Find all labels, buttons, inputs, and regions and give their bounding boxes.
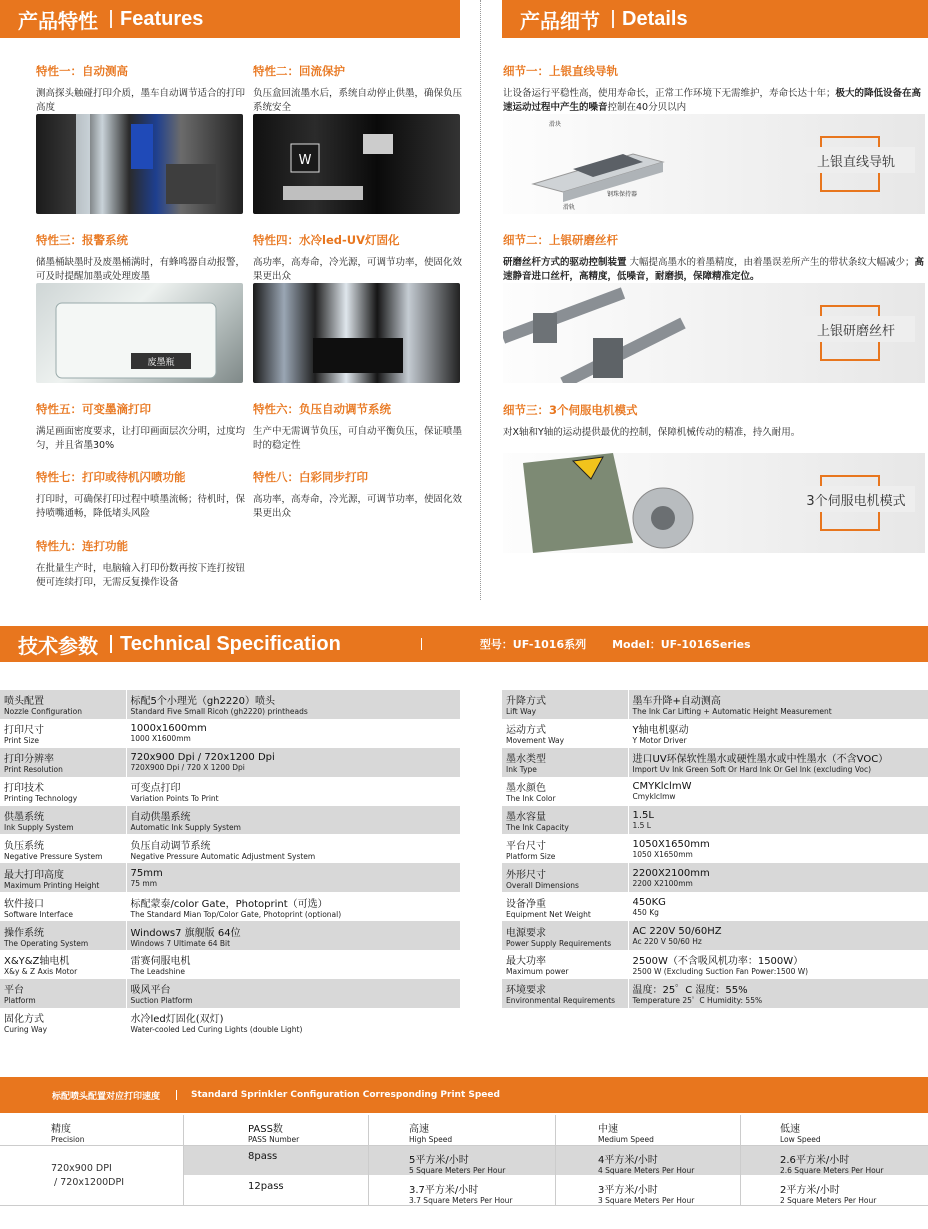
feature-title: 特性一：自动测高 (36, 64, 128, 78)
speed-row-12pass-low: 2平方米/小时 2 Square Meters Per Hour (780, 1185, 877, 1205)
uv-lamp-photo (253, 283, 460, 383)
spec-value: 720x900 Dpi / 720x1200 Dpi 720X900 Dpi / 720 X 1200 Dpi (126, 748, 460, 777)
header-separator (612, 10, 614, 28)
features-header (0, 0, 460, 38)
spec-value: 1050X1650mm 1050 X1650mm (628, 834, 928, 863)
feature-title: 特性五：可变墨滴打印 (36, 402, 151, 416)
details-header (502, 0, 928, 38)
spec-value: 温度：25゜C 湿度：55% Temperature 25゜C Humidity: 55% (628, 979, 928, 1008)
feature-8 (253, 469, 463, 521)
spec-key: 操作系统 The Operating System (0, 921, 126, 950)
lamp-illustration (253, 283, 460, 383)
feature-desc: 负压盒回流墨水后，系统自动停止供墨，确保负压系统安全 (253, 88, 463, 113)
feature-5 (36, 401, 246, 453)
feature-7 (36, 469, 246, 521)
spec-row (502, 719, 928, 748)
detail-title: 细节三：3个伺服电机模式 (503, 403, 638, 417)
model-cn: 型号：UF-1016系列 (479, 638, 587, 651)
spec-key: 墨水颜色 The Ink Color (506, 783, 556, 804)
spec-value: 负压自动调节系统 Negative Pressure Automatic Adjustment System (126, 834, 460, 863)
spec-key: 负压系统 Negative Pressure System (4, 840, 103, 861)
detail-2 (503, 232, 925, 284)
speed-col-pass: PASS数 PASS Number (248, 1124, 300, 1144)
spec-row (0, 806, 460, 835)
column-divider (480, 0, 481, 600)
speed-col-low: 低速 Low Speed (780, 1124, 821, 1144)
speed-row-12pass-mid: 3平方米/小时 3 Square Meters Per Hour (598, 1185, 695, 1205)
spec-value: 墨车升降+自动测高 The Ink Car Lifting + Automatic Height Measurement (628, 690, 928, 719)
spec-key: 平台 Platform (0, 979, 126, 1008)
speed-row-8pass-pass: 8pass (248, 1151, 278, 1162)
details-header-en: Details (622, 7, 688, 30)
speed-row-12pass-high: 3.7平方米/小时 3.7 Square Meters Per Hour (409, 1185, 513, 1205)
speed-header-en: Standard Sprinkler Configuration Corresponding Print Speed (191, 1090, 500, 1100)
spec-row (0, 979, 460, 1008)
spec-key: 打印尺寸 Print Size (4, 725, 44, 746)
feature-title: 特性七：打印或待机闪喷功能 (36, 470, 186, 484)
feature-title: 特性二：回流保护 (253, 64, 345, 78)
spec-value: 1000x1600mm 1000 X1600mm (126, 719, 460, 748)
svg-text:滑块: 滑块 (549, 121, 562, 128)
spec-value: 可变点打印 Variation Points To Print (126, 777, 460, 806)
spec-row (0, 1008, 460, 1037)
spec-row (502, 806, 928, 835)
spec-row (502, 863, 928, 892)
spec-value: 1.5L 1.5 L (628, 806, 928, 835)
feature-title: 特性四：水冷led-UV灯固化 (253, 233, 400, 247)
detail-1-label: 上银直线导轨 (797, 147, 915, 173)
detail-1 (503, 63, 925, 115)
spec-value: 标配5个小理光（gh2220）喷头 Standard Five Small Ricoh (gh2220) printheads (126, 690, 460, 719)
spec-key: 运动方式 Movement Way (506, 725, 565, 746)
spec-row (502, 921, 928, 950)
feature-desc: 在批量生产时，电脑输入打印份数再按下连打按钮便可连续打印，无需反复操作设备 (36, 563, 246, 588)
spec-key: 打印分辨率 Print Resolution (0, 748, 126, 777)
spec-value: CMYKlclmW Cmyklclmw (628, 777, 928, 806)
spec-key: 设备净重 Equipment Net Weight (506, 898, 591, 919)
col-divider (368, 1115, 369, 1205)
spec-row (0, 863, 460, 892)
detail-desc: 研磨丝杆方式的驱动控制装置 大幅提高墨水的着墨精度，由着墨误差所产生的带状条纹大幅减少；高速静音进口丝杆，高精度，低噪音，耐磨损，保障精准定位。 (503, 257, 925, 282)
spec-value: Windows7 旗舰版 64位 Windows 7 Ultimate 64 Bit (126, 921, 460, 950)
spec-value: 自动供墨系统 Automatic Ink Supply System (126, 806, 460, 835)
sensor-illustration (36, 114, 243, 214)
spec-value: 标配蒙泰/color Gate，Photoprint（可选） The Standard Mian Top/Color Gate, Photoprint (optional) (126, 892, 460, 921)
features-header-en: Features (120, 7, 204, 30)
spec-key: 软件接口 Software Interface (4, 898, 74, 919)
detail-title: 细节一：上银直线导轨 (503, 64, 618, 78)
spec-row (502, 979, 928, 1008)
spec-value: 2200X2100mm 2200 X2100mm (628, 863, 928, 892)
spec-key: 固化方式 Curing Way (4, 1014, 48, 1035)
spec-row (0, 834, 460, 863)
col-divider (555, 1115, 556, 1205)
svg-text:W: W (298, 153, 312, 168)
spec-row (502, 892, 928, 921)
spec-table-left (0, 690, 460, 1037)
servo-motor-illustration (503, 453, 763, 553)
detail-desc: 对X轴和Y轴的运动提供最优的控制，保障机械传动的精准，持久耐用。 (503, 427, 801, 438)
spec-row (0, 748, 460, 777)
spec-value: 450KG 450 Kg (628, 892, 928, 921)
header-separator (110, 10, 112, 28)
spec-key: 墨水类型 Ink Type (502, 748, 628, 777)
feature-2 (253, 63, 463, 115)
linear-guide-image (503, 114, 925, 214)
row-divider (0, 1205, 928, 1206)
spec-row (0, 690, 460, 719)
spec-key: 环境要求 Environmental Requirements (502, 979, 628, 1008)
svg-text:废墨瓶: 废墨瓶 (147, 358, 175, 368)
feature-6 (253, 401, 463, 453)
spec-key: 打印技术 Printing Technology (4, 783, 78, 804)
spec-row (502, 748, 928, 777)
spec-row (0, 950, 460, 979)
speed-header (0, 1077, 928, 1113)
feature-desc: 生产中无需调节负压，可自动平衡负压，保证喷墨时的稳定性 (253, 426, 463, 451)
speed-row-8pass-low: 2.6平方米/小时 2.6 Square Meters Per Hour (780, 1155, 884, 1175)
speed-col-mid: 中速 Medium Speed (598, 1124, 654, 1144)
feature-title: 特性六：负压自动调节系统 (253, 402, 391, 416)
header-separator (176, 1090, 177, 1100)
auto-height-photo (36, 114, 243, 214)
svg-text:钢珠保持器: 钢珠保持器 (607, 191, 638, 198)
spec-row (0, 921, 460, 950)
speed-col-high: 高速 High Speed (409, 1124, 453, 1144)
col-divider (183, 1115, 184, 1205)
spec-row (502, 950, 928, 979)
feature-desc: 打印时，可确保打印过程中喷墨流畅；待机时，保持喷嘴通畅，降低堵头风险 (36, 494, 246, 519)
spec-row (0, 777, 460, 806)
speed-row-8pass-high: 5平方米/小时 5 Square Meters Per Hour (409, 1155, 506, 1175)
spec-row (502, 690, 928, 719)
spec-key: 电源要求 Power Supply Requirements (502, 921, 628, 950)
spec-key: 最大功率 Maximum power (506, 956, 569, 977)
spec-key: 升降方式 Lift Way (502, 690, 628, 719)
speed-col-precision: 精度 Precision (51, 1124, 85, 1144)
spec-key: X&Y&Z轴电机 X&y & Z Axis Motor (4, 956, 78, 977)
spec-table-right (502, 690, 928, 1008)
features-header-cn: 产品特性 (18, 8, 98, 33)
spec-row (502, 777, 928, 806)
backflow-photo (253, 114, 460, 214)
feature-desc: 满足画面密度要求，让打印画面层次分明，过度均匀，并且省墨30% (36, 426, 246, 451)
header-separator (421, 638, 422, 650)
feature-desc: 高功率，高寿命，冷光源，可调节功率，使固化效果更出众 (253, 257, 463, 282)
model-en: Model：UF-1016Series (612, 638, 751, 651)
spec-value: 吸风平台 Suction Platform (126, 979, 460, 1008)
speed-row-12pass-pass: 12pass (248, 1181, 284, 1192)
speed-row-8pass-mid: 4平方米/小时 4 Square Meters Per Hour (598, 1155, 695, 1175)
detail-3 (503, 402, 925, 440)
spec-value: 2500W（不含吸风机功率：1500W） 2500 W (Excluding Suction Fan Power:1500 W) (628, 950, 928, 979)
feature-9 (36, 538, 246, 590)
col-divider (740, 1115, 741, 1205)
speed-header-cn: 标配喷头配置对应打印速度 (52, 1091, 161, 1102)
feature-title: 特性三：报警系统 (36, 233, 128, 247)
linear-guide-illustration (503, 114, 803, 214)
alarm-photo (36, 283, 243, 383)
feature-desc: 测高探头触碰打印介质，墨车自动调节适合的打印高度 (36, 88, 246, 113)
spec-value: AC 220V 50/60HZ Ac 220 V 50/60 Hz (628, 921, 928, 950)
servo-motor-image (503, 453, 925, 553)
spec-key: 最大打印高度 Maximum Printing Height (0, 863, 126, 892)
details-header-cn: 产品细节 (520, 8, 600, 33)
detail-3-label: 3个伺服电机模式 (797, 486, 915, 512)
feature-1 (36, 63, 246, 115)
spec-value: Y轴电机驱动 Y Motor Driver (628, 719, 928, 748)
feature-desc: 储墨桶缺墨时及废墨桶满时，有蜂鸣器自动报警，可及时提醒加墨或处理废墨 (36, 257, 246, 282)
spec-header-en: Technical Specification (120, 632, 341, 655)
spec-key: 喷头配置 Nozzle Configuration (0, 690, 126, 719)
board-illustration (253, 114, 460, 214)
spec-row (502, 834, 928, 863)
ball-screw-image (503, 283, 925, 383)
spec-row (0, 719, 460, 748)
feature-title: 特性九：连打功能 (36, 539, 128, 553)
ball-screw-illustration (503, 283, 803, 383)
spec-key: 外形尺寸 Overall Dimensions (502, 863, 628, 892)
spec-key: 平台尺寸 Platform Size (506, 840, 556, 861)
svg-text:滑轨: 滑轨 (563, 204, 576, 211)
feature-desc: 高功率，高寿命，冷光源，可调节功率，使固化效果更出众 (253, 494, 463, 519)
feature-3 (36, 232, 246, 284)
spec-key: 墨水容量 The Ink Capacity (502, 806, 628, 835)
spec-value: 水冷led灯固化(双灯) Water-cooled Led Curing Lights (double Light) (126, 1008, 460, 1037)
spec-header-cn: 技术参数 (18, 633, 98, 658)
header-separator (110, 635, 112, 653)
spec-row (0, 892, 460, 921)
detail-title: 细节二：上银研磨丝杆 (503, 233, 618, 247)
detail-desc: 让设备运行平稳性高，使用寿命长，正常工作环境下无需维护，寿命长达十年；极大的降低设备在高速运动过程中产生的噪音控制在40分贝以内 (503, 88, 922, 113)
speed-precision-value: 720x900 DPI / 720x1200DPI (51, 1163, 125, 1188)
spec-value: 进口UV环保软性墨水或硬性墨水或中性墨水（不含VOC） Import Uv Ink Green Soft Or Hard Ink Or Gel Ink (excluding Voc) (628, 748, 928, 777)
spec-key: 供墨系统 Ink Supply System (0, 806, 126, 835)
spec-value: 雷赛伺服电机 The Leadshine (126, 950, 460, 979)
row-divider (0, 1145, 928, 1146)
detail-2-label: 上银研磨丝杆 (797, 316, 915, 342)
feature-title: 特性八：白彩同步打印 (253, 470, 368, 484)
feature-4 (253, 232, 463, 284)
spec-header (0, 626, 928, 662)
waste-bottle-illustration (36, 283, 243, 383)
spec-value: 75mm 75 mm (126, 863, 460, 892)
